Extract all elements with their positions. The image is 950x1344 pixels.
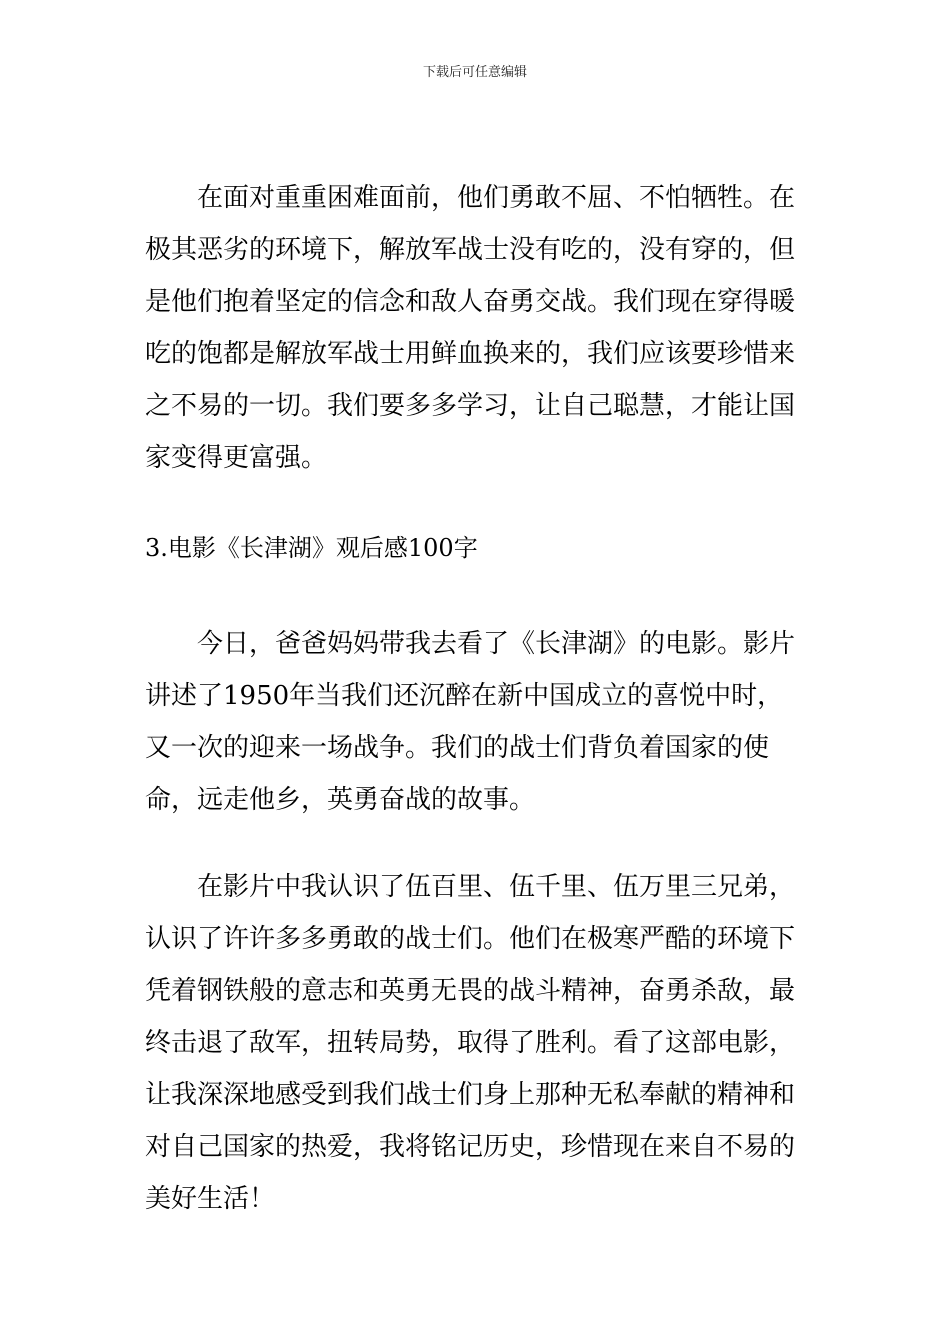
section-heading: 3.电影《长津湖》观后感100字 — [145, 534, 478, 562]
paragraph-1: 在面对重重困难面前，他们勇敢不屈、不怕牺牲。在极其恶劣的环境下，解放军战士没有吃的，没有穿的，但是他们抱着坚定的信念和敌人奋勇交战。我们现在穿得暖吃的饱都是解放军战士用鲜血换来的，我们应该要珍惜来之不易的一切。我们要多多学习，让自己聪慧，才能让国家变得更富强。 — [145, 183, 796, 473]
page-header: 下载后可任意编辑 — [422, 65, 527, 80]
paragraph-2: 今日，爸爸妈妈带我去看了《长津湖》的电影。影片讲述了1950年当我们还沉醉在新中国成立的喜悦中时，又一次的迎来一场战争。我们的战士们背负着国家的使命，远走他乡，英勇奋战的故事。 — [145, 629, 796, 815]
paragraph-3: 在影片中我认识了伍百里、伍千里、伍万里三兄弟，认识了许许多多勇敢的战士们。他们在极寒严酷的环境下凭着钢铁般的意志和英勇无畏的战斗精神，奋勇杀敌，最终击退了敌军，扭转局势，取得了胜利。看了这部电影，让我深深地感受到我们战士们身上那种无私奉献的精神和对自己国家的热爱，我将铭记历史，珍惜现在来自不易的美好生活！ — [145, 872, 796, 1214]
